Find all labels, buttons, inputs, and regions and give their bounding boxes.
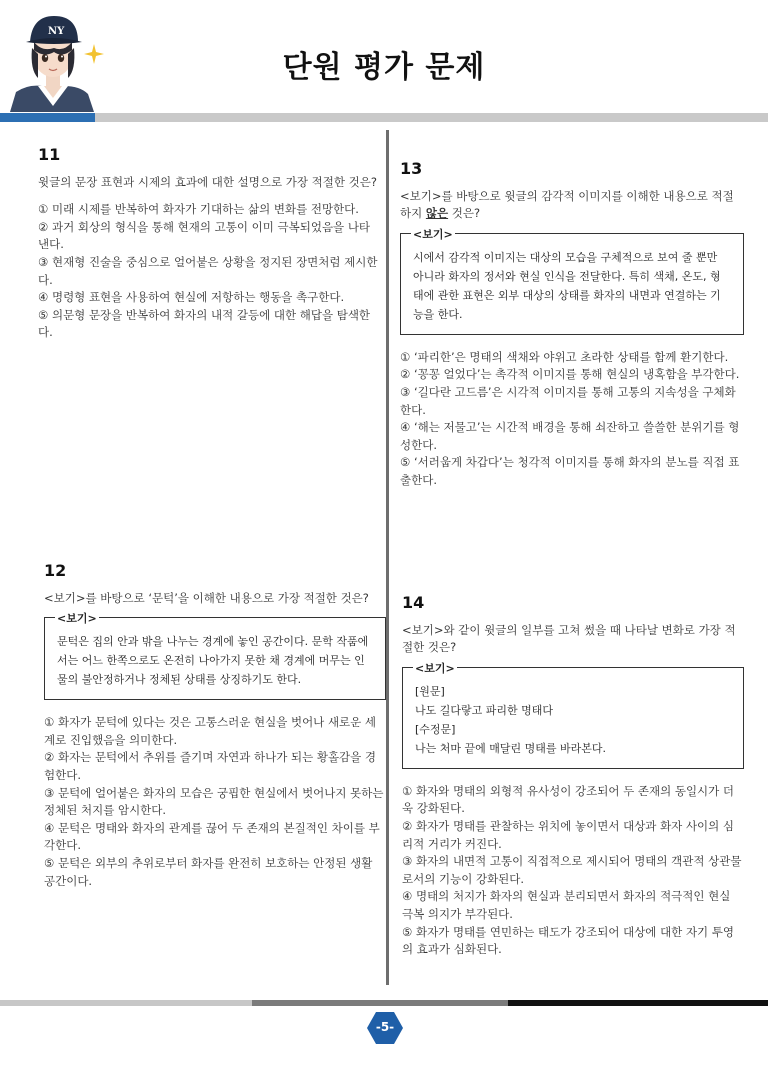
box-line-revised-text: 나는 처마 끝에 매달린 명태를 바라본다. xyxy=(415,741,606,755)
answer-option-5[interactable]: ⑤ 문턱은 외부의 추위로부터 화자를 완전히 보호하는 안정된 생활 공간이다. xyxy=(44,855,373,888)
reference-box-text: 시에서 감각적 이미지는 대상의 모습을 구체적으로 보여 줄 뿐만 아니라 화자의 정서와 현실 인식을 전달한다. 특히 색채, 온도, 형태에 관한 표현은 외부 대상의 상태를 화자의 내면과 연결하는 기능을 한다. xyxy=(413,250,721,321)
question-number: 14 xyxy=(402,593,425,612)
answer-option-1[interactable]: ① 화자와 명태의 외형적 유사성이 강조되어 두 존재의 동일시가 더욱 강화된다. xyxy=(402,783,735,816)
answer-option-2[interactable]: ② 화자는 문턱에서 추위를 즐기며 자연과 하나가 되는 황홀감을 경험한다. xyxy=(44,750,377,782)
reference-box-label: <보기> xyxy=(413,659,457,678)
answer-option-5[interactable]: ⑤ 의문형 문장을 반복하여 화자의 내적 갈등에 대한 해답을 탐색한다. xyxy=(38,307,371,340)
reference-box xyxy=(402,661,744,769)
answer-option-3[interactable]: ③ 문턱에 얼어붙은 화자의 모습은 궁핍한 현실에서 벗어나지 못하는 정체된 처지를 암시한다. xyxy=(44,785,384,818)
question-number: 13 xyxy=(400,159,423,178)
page-number-badge xyxy=(366,1011,404,1045)
reference-box xyxy=(44,612,386,700)
answer-option-2[interactable]: ② 화자가 명태를 관찰하는 위치에 놓이면서 대상과 화자 사이의 심리적 거리가 커진다. xyxy=(402,818,735,851)
reference-box xyxy=(400,227,744,335)
page-number: -5- xyxy=(375,1020,395,1034)
page-title: 단원 평가 문제 xyxy=(282,50,486,85)
answer-option-4[interactable]: ④ ‘해는 저물고’는 시간적 배경을 통해 쇠잔하고 쓸쓸한 분위기를 형성한다. xyxy=(400,420,740,452)
reference-box-label: <보기> xyxy=(411,225,455,244)
box-line-revised-heading: [수정문] xyxy=(415,722,456,736)
answer-option-4[interactable]: ④ 문턱은 명태와 화자의 관계를 끊어 두 존재의 본질적인 차이를 부각한다. xyxy=(44,820,380,853)
question-14 xyxy=(402,594,744,959)
answer-option-2[interactable]: ② ‘꽁꽁 얼었다’는 촉각적 이미지를 통해 현실의 냉혹함을 부각한다. xyxy=(400,367,740,382)
column-divider xyxy=(386,130,389,985)
question-stem: <보기>와 같이 윗글의 일부를 고쳐 썼을 때 나타날 변화로 가장 적절한 것은? xyxy=(402,622,736,655)
answer-option-4[interactable]: ④ 명태의 처지가 화자의 현실과 분리되면서 화자의 적극적인 현실 극복 의지가 부각된다. xyxy=(402,889,731,921)
question-stem: <보기>를 바탕으로 ‘문턱’을 이해한 내용으로 가장 적절한 것은? xyxy=(44,590,369,605)
box-line-original-text: 나도 길다랗고 파리한 명태다 xyxy=(415,703,554,717)
answer-option-1[interactable]: ① 미래 시제를 반복하여 화자가 기대하는 삶의 변화를 전망한다. xyxy=(38,202,359,217)
answer-option-3[interactable]: ③ ‘길다란 고드름’은 시각적 이미지를 통해 고통의 지속성을 구체화한다. xyxy=(400,384,736,417)
question-13 xyxy=(400,160,744,490)
svg-text:NY: NY xyxy=(48,26,65,37)
box-line-original-heading: [원문] xyxy=(415,684,445,698)
question-12 xyxy=(44,562,386,890)
answer-option-3[interactable]: ③ 화자의 내면적 고통이 직접적으로 제시되어 명태의 객관적 상관물로서의 기능이 강화된다. xyxy=(402,854,742,886)
answer-option-1[interactable]: ① 화자가 문턱에 있다는 것은 고통스러운 현실을 벗어나 새로운 세계로 진입했음을 의미한다. xyxy=(44,715,377,747)
answer-option-5[interactable]: ⑤ ‘서러웁게 차갑다’는 청각적 이미지를 통해 화자의 분노를 직접 표출한다. xyxy=(400,455,740,487)
reference-box-text: 문턱은 집의 안과 밖을 나누는 경계에 놓인 공간이다. 문학 작품에서는 어느 한쪽으로도 온전히 나아가지 못한 채 경계에 머무는 인물의 불안정하거나 정체된 상태를 상징하기도 한다. xyxy=(57,635,369,687)
reference-box-label: <보기> xyxy=(55,609,99,628)
answer-option-2[interactable]: ② 과거 회상의 형식을 통해 현재의 고통이 이미 극복되었음을 나타낸다. xyxy=(38,219,371,252)
answer-option-4[interactable]: ④ 명령형 표현을 사용하여 현실에 저항하는 행동을 촉구한다. xyxy=(38,290,345,305)
answer-option-3[interactable]: ③ 현재형 진술을 중심으로 얼어붙은 상황을 정지된 장면처럼 제시한다. xyxy=(38,254,378,287)
question-11 xyxy=(38,146,380,342)
question-number: 12 xyxy=(44,561,67,580)
header-rule xyxy=(0,113,768,122)
question-stem: <보기>를 바탕으로 윗글의 감각적 이미지를 이해한 내용으로 적절하지 않은 것은? xyxy=(400,188,734,221)
question-stem: 윗글의 문장 표현과 시제의 효과에 대한 설명으로 가장 적절한 것은? xyxy=(38,174,377,189)
footer-rule xyxy=(0,1000,768,1006)
negation-emphasis: 않은 xyxy=(425,206,449,221)
answer-option-1[interactable]: ① ‘파리한’은 명태의 색채와 야위고 초라한 상태를 함께 환기한다. xyxy=(400,349,729,364)
answer-option-5[interactable]: ⑤ 화자가 명태를 연민하는 태도가 강조되어 대상에 대한 자기 투영의 효과가 심화된다. xyxy=(402,924,735,957)
question-number: 11 xyxy=(38,145,61,164)
